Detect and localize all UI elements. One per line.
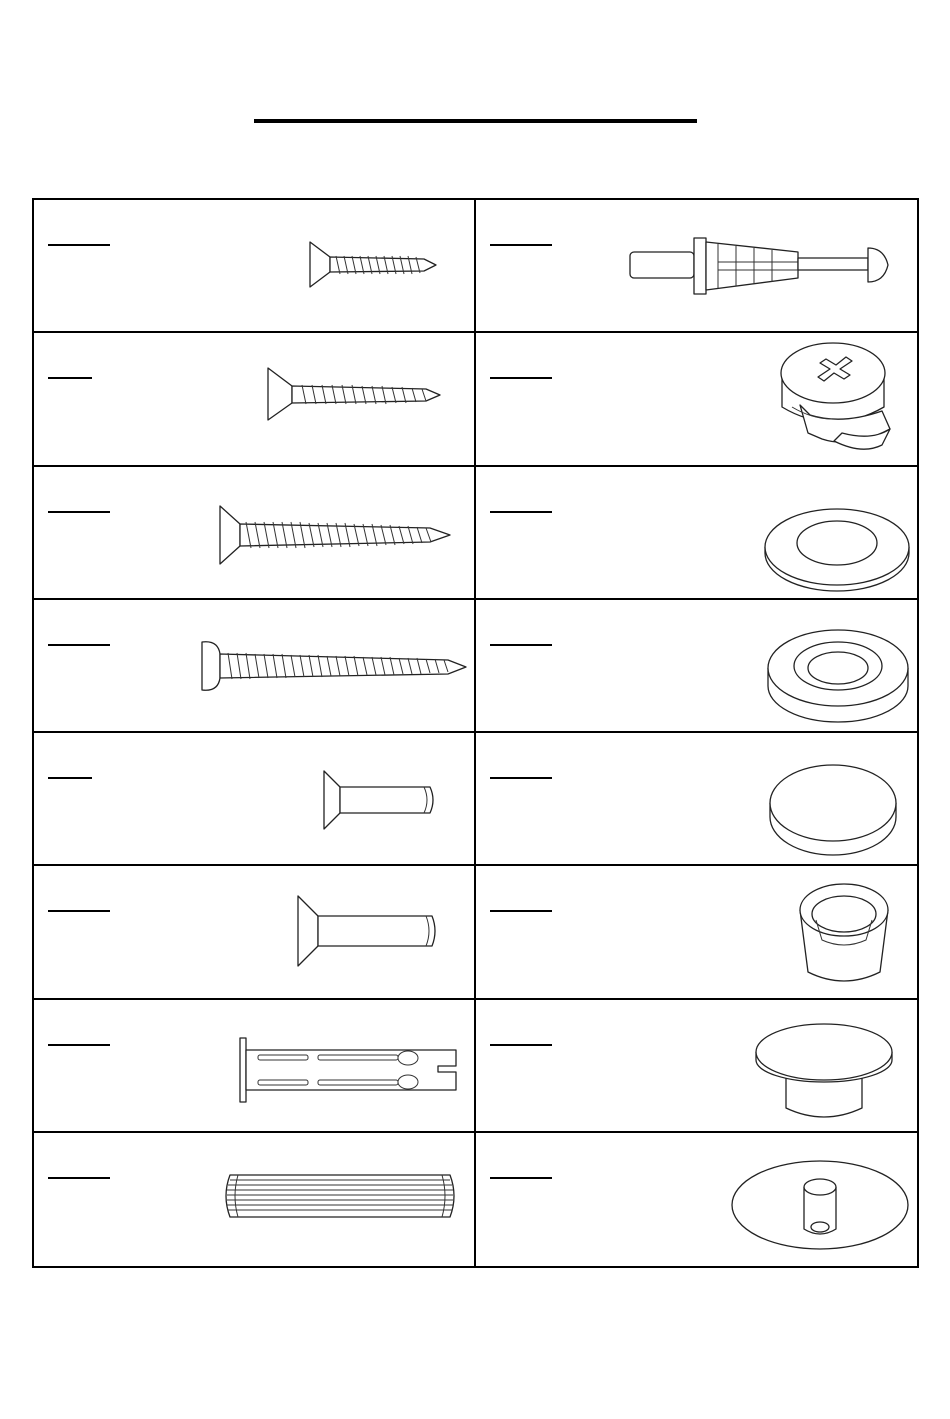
mushroom-cap-icon	[752, 1018, 896, 1122]
quantity-blank	[490, 910, 552, 912]
hardware-parts-table	[32, 198, 919, 1268]
part-cell	[34, 333, 476, 466]
flat-washer-icon	[762, 503, 912, 593]
quantity-blank	[48, 377, 92, 379]
quantity-blank	[490, 244, 552, 246]
cover-cap-icon	[766, 761, 900, 859]
part-cell	[34, 600, 476, 733]
cam-lock-fitting-icon	[772, 337, 902, 462]
part-cell	[34, 1000, 476, 1133]
quantity-blank	[490, 777, 552, 779]
countersunk-wood-screw-long-icon	[218, 504, 454, 566]
part-cell	[476, 200, 917, 333]
quantity-blank	[48, 244, 110, 246]
part-cell	[476, 1000, 917, 1133]
part-cell	[476, 467, 917, 600]
quantity-blank	[48, 644, 110, 646]
part-cell	[476, 866, 917, 999]
quantity-blank	[490, 1177, 552, 1179]
quantity-blank	[48, 1044, 110, 1046]
part-cell	[476, 333, 917, 466]
quantity-blank	[490, 644, 552, 646]
part-cell	[476, 1133, 917, 1266]
long-cross-dowel-icon	[296, 894, 442, 968]
pan-head-screw-long-icon	[198, 634, 470, 698]
quantity-blank	[490, 1044, 552, 1046]
plastic-anchor-icon	[238, 1036, 460, 1104]
quantity-blank	[490, 511, 552, 513]
quantity-blank	[48, 910, 110, 912]
part-cell	[34, 1133, 476, 1266]
quantity-blank	[490, 377, 552, 379]
push-rivet-icon	[626, 232, 891, 300]
cup-plug-icon	[794, 878, 894, 988]
part-cell	[34, 733, 476, 866]
part-cell	[34, 467, 476, 600]
thick-washer-icon	[764, 624, 912, 732]
part-cell	[34, 866, 476, 999]
dome-cover-cap-icon	[728, 1147, 912, 1251]
quantity-blank	[48, 777, 92, 779]
countersunk-wood-screw-medium-icon	[266, 366, 446, 424]
part-cell	[476, 733, 917, 866]
quantity-blank	[48, 1177, 110, 1179]
quantity-blank	[48, 511, 110, 513]
countersunk-wood-screw-short-icon	[306, 238, 441, 293]
title-underline	[254, 119, 697, 123]
fluted-wood-dowel-icon	[220, 1171, 460, 1221]
part-cell	[476, 600, 917, 733]
part-cell	[34, 200, 476, 333]
short-cross-dowel-icon	[320, 769, 440, 833]
